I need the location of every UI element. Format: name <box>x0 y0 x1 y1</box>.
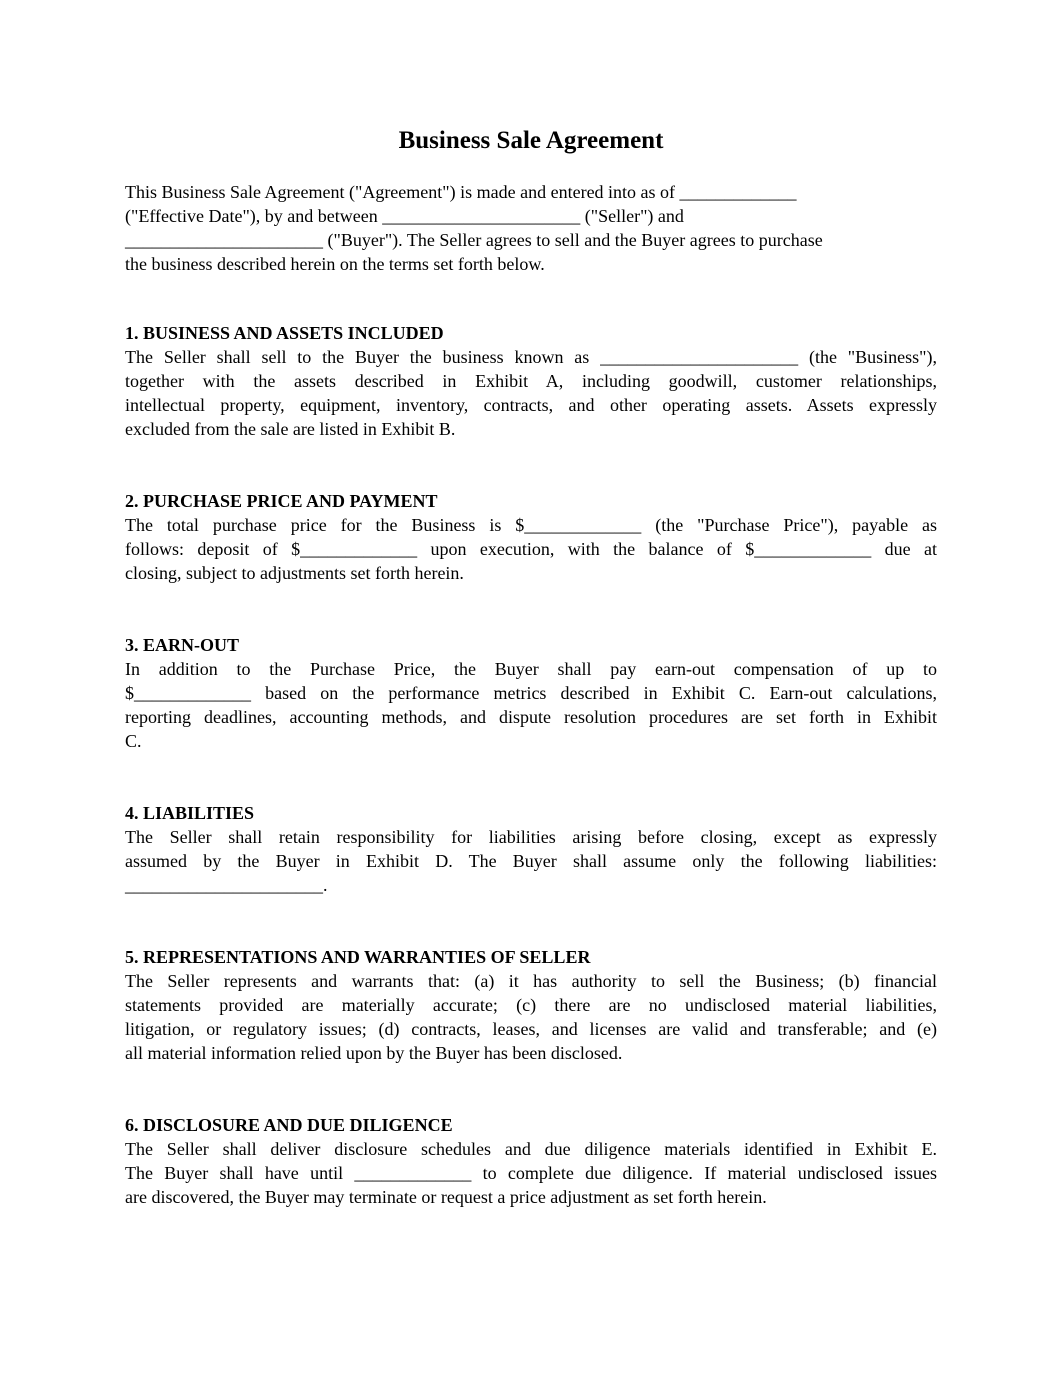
section-due-diligence <box>125 1113 937 1209</box>
section-line: litigation, or regulatory issues; (d) contracts, leases, and licenses are valid and transferable; and (e) <box>125 1019 937 1039</box>
section-liabilities <box>125 801 937 897</box>
section-heading: 3. EARN-OUT <box>125 635 240 655</box>
section-line: closing, subject to adjustments set forth herein. <box>125 563 464 583</box>
section-heading: 5. REPRESENTATIONS AND WARRANTIES OF SELLER <box>125 947 591 967</box>
section-line: intellectual property, equipment, inventory, contracts, and other operating assets. Assets expressly <box>125 395 937 415</box>
section-representations <box>125 945 937 1065</box>
section-line: are discovered, the Buyer may terminate or request a price adjustment as set forth herein. <box>125 1187 767 1207</box>
section-heading: 6. DISCLOSURE AND DUE DILIGENCE <box>125 1115 453 1135</box>
section-line: reporting deadlines, accounting methods, and dispute resolution procedures are set forth in Exhibit <box>125 707 937 727</box>
section-heading: 2. PURCHASE PRICE AND PAYMENT <box>125 491 438 511</box>
intro-line: This Business Sale Agreement ("Agreement") is made and entered into as of _____________ <box>125 182 797 202</box>
section-line: The Seller shall sell to the Buyer the business known as ______________________ (the "Business"), <box>125 347 937 367</box>
document-title: Business Sale Agreement <box>398 127 664 154</box>
section-line: together with the assets described in Exhibit A, including goodwill, customer relationships, <box>125 371 937 391</box>
section-body <box>125 825 937 897</box>
section-line: $_____________ based on the performance metrics described in Exhibit C. Earn-out calculations, <box>125 683 937 703</box>
section-body <box>125 969 937 1065</box>
section-line: statements provided are materially accurate; (c) there are no undisclosed material liabilities, <box>125 995 937 1015</box>
section-line: C. <box>125 731 142 751</box>
section-line: The Buyer shall have until _____________ to complete due diligence. If material undisclosed issues <box>125 1163 937 1183</box>
intro-paragraph <box>125 180 937 276</box>
section-body <box>125 657 937 753</box>
section-line: ______________________. <box>125 875 328 895</box>
section-line: The Seller shall retain responsibility for liabilities arising before closing, except as expressly <box>125 827 937 847</box>
section-line: In addition to the Purchase Price, the Buyer shall pay earn-out compensation of up to <box>125 659 937 679</box>
section-body <box>125 1137 937 1209</box>
section-earn-out <box>125 633 937 753</box>
section-line: The Seller shall deliver disclosure schedules and due diligence materials identified in Exhibit E. <box>125 1139 937 1159</box>
section-purchase-price <box>125 489 937 585</box>
section-business-assets <box>125 321 937 441</box>
intro-line: ______________________ ("Buyer"). The Seller agrees to sell and the Buyer agrees to purchase <box>125 230 823 250</box>
section-body <box>125 513 937 585</box>
section-line: all material information relied upon by the Buyer has been disclosed. <box>125 1043 623 1063</box>
intro-line: the business described herein on the terms set forth below. <box>125 254 545 274</box>
intro-line: ("Effective Date"), by and between ______________________ ("Seller") and <box>125 206 684 226</box>
section-line: follows: deposit of $_____________ upon execution, with the balance of $_____________ due at <box>125 539 937 559</box>
section-body <box>125 345 937 441</box>
section-line: The total purchase price for the Business is $_____________ (the "Purchase Price"), payable as <box>125 515 937 535</box>
section-heading: 4. LIABILITIES <box>125 803 255 823</box>
section-line: assumed by the Buyer in Exhibit D. The Buyer shall assume only the following liabilities: <box>125 851 937 871</box>
section-line: excluded from the sale are listed in Exhibit B. <box>125 419 456 439</box>
section-heading: 1. BUSINESS AND ASSETS INCLUDED <box>125 323 444 343</box>
section-line: The Seller represents and warrants that: (a) it has authority to sell the Business; (b) financial <box>125 971 937 991</box>
